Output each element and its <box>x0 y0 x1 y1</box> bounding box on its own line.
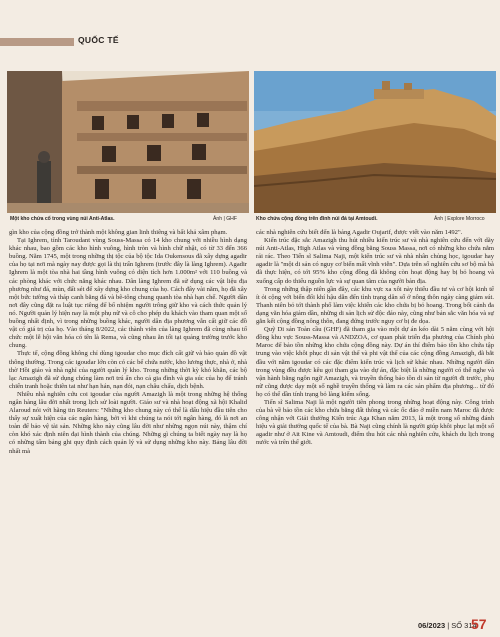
section-bar <box>0 38 74 46</box>
paragraph: Tại Ighrem, tỉnh Taroudant vùng Souss-Massa có 14 kho chung với nhiều hình dạng khác nhau, bao gồm các kho hình vuông, hình tròn và hình chữ nhật, có từ 33 đến 366 buồng. Năm 1745, một trong những thị tộc của bộ tộc Ida Oukensous đã xây dựng agadir của họ tại nơi mà ngày nay được gọi là thị trấn Ighrem (trước đây là làng Ighrem). Agadir Ighrem là một tòa nhà hai tầng hình vuông có diện tích hơn 1.000m² với 110 buồng và các phòng khác với chức năng khác nhau. Dân làng Ighrem đã sử dụng các vật liệu địa phương như đá, mùn, đất sét để xây dựng kho chung của họ. Cách đây vài năm, họ đã xây một bức tường và tháp canh bằng đá và bê-tông chung quanh tòa nhà hạn chế. Người dân nơi đây cũng đặt ra luật tục riêng để bổ nhiệm người trông giữ kho và cách thức quản lý nó. Người quản lý hiện nay là một phụ nữ và cô cho phép du khách vào tham quan một số buồng nhất định, vì trong những buồng khác, người dân địa phương vẫn cất giữ các đồ vật có giá trị của họ. Vào tháng 8/2022, các thành viên của làng Ighrem đã cùng nhau tổ chức một lễ hội văn hóa có tên là Rema, và cũng nhau ăn tối tại quảng trường trước kho chung. <box>9 237 247 350</box>
paragraph: Kiến trúc đặc sắc Amazigh thu hút nhiều kiến trúc sư và nhà nghiên cứu đến với dãy núi Anti-Atlas, High Atlas và vùng đồng bằng Souss Massa, nơi có những kho chứa nằm rải rác. Theo Tiến sĩ Salima Naji, một kiến trúc sư và nhà nhân chủng học, igoudar hay agadir là "một di sản có nguy cơ biến mất vĩnh viễn". Dựa trên số nghiên cứu sơ bộ mà bà đã thực hiện, có tới 95% kho cộng đồng đã không còn hoạt động hay bị bỏ hoang và xuống cấp do thiếu nguồn lực và sự quan tâm của người bản địa. <box>256 237 494 285</box>
issue-date: 06/2023 <box>418 621 446 630</box>
issue-number: SỐ 314 <box>451 621 477 630</box>
paragraph: Quỹ Di sản Toàn cầu (GHF) đã tham gia vào một dự án kéo dài 5 năm cùng với hội đồng khu vực Souss-Massa và ANDZOA, cơ quan phát triển địa phương của Chính phủ Maroc để bảo tồn những kho chứa cộng đồng này. Dự án thí điểm bảo tồn kho chứa tập trung vào việc khôi phục di sản vật thể và phi vật thể của các cộng đồng Amazigh, đã bắt đầu với năm igoudar có các đặc điểm kiến trúc và lịch sử khác nhau. Những người dân trong vùng đều được kêu gọi tham gia vào dự án, đặc biệt là những người có thể nghe và vận hành bằng ngôn ngữ Amazigh, và truyền thống bảo tồn di sản từ người đi trước, phụ nữ cũng được dạy một số nghề truyền thống và làm ra các sản phẩm địa phương... từ đó họ có thể dần tính trạng bỏ làng kiếm sống. <box>256 326 494 398</box>
photo-left-credit: Ảnh | GHF <box>213 216 237 222</box>
photo-granary-anti-atlas <box>7 71 249 213</box>
article-column-left <box>9 229 247 456</box>
paragraph: Trong những thập niên gần đây, các khu vực xa xôi này thiếu đầu tư và cơ hội kinh tế ít ỏi cộng với biến đổi khí hậu dẫn đến tình trạng dân số ở nông thôn ngày càng giảm sút. Thanh niên bỏ tới thành phố làm việc khiến các kho chứa bị bỏ hoang. Trong bối cảnh đa dạng văn hóa giảm dần, những di sản lịch sử độc đáo này, cũng như bản sắc văn hóa và sự gắn kết cộng đồng nông thôn, đang đứng trước nguy cơ bị đe dọa. <box>256 285 494 326</box>
paragraph: Thực tế, cộng đồng không chỉ dùng igoudar cho mục đích cất giữ và bảo quản đồ vật thông thường. Trong các igoudar lớn còn có các bể chứa nước, kho lương thực, nhà ở, nhà thờ Hồi giáo và nhà nghỉ của người quản lý kho. Trong những thời kỳ khó khăn, các bộ lạc Amazigh đã sử dụng chúng làm nơi trú ẩn cho cả gia đình và gia súc của họ để tránh chiến tranh hoặc thiên tai như hạn hán, nạn đói, nạn châu chấu, dịch bệnh. <box>9 350 248 390</box>
paragraph: Nhiều nhà nghiên cứu coi igoudar của người Amazigh là một trong những hệ thống ngân hàng lâu đời nhất trong lịch sử loài người. Giáo sư và nhà hoạt động xã hội Khalid Alaroud nói với hãng tin Reuters: "Những kho chung này có thể là dấu hiệu đầu tiên cho thấy sự xuất hiện của các ngân hàng, bởi vì khi chúng ta nói tới ngân hàng, đó là nơi an toàn để bảo vệ tài sản. Những kho này cũng lâu đời như những ngọn núi này, thậm chí còn khó xác định niên đại hình thành của chúng. Những gì chúng ta biết ngày nay là họ có những tấm bảng ghi quy định cách quản lý và sử dụng những kho này. Bảng lâu đời nhất mà <box>9 390 247 455</box>
photo-right-caption: Kho chứa cộng đồng trên đỉnh núi đá tại Amtoudi. <box>256 216 378 222</box>
page-number: 57 <box>471 616 487 632</box>
photo-right-credit: Ảnh | Explore Morroco <box>434 216 485 222</box>
paragraph: Tiến sĩ Salima Naji là một người tiên phong trong những hoạt động này. Công trình của bà về bảo tồn các kho chứa bằng đất thông và các ốc đảo ở miền nam Maroc đã được công nhận với Giải thưởng Kiến trúc Aga Khan năm 2013, là một trong số những đánh hiệu và giải thưởng quốc tế của bà. Bà Naji cũng chính là người giúp khôi phục lại một số agadir như ở Ait Kine và Amtoudi, điểm thu hút các nhà nghiên cứu, khách du lịch trong nước và trên thế giới. <box>256 398 494 447</box>
footer-divider: | <box>447 621 450 630</box>
article-column-right <box>256 229 494 448</box>
issue-info <box>418 621 477 630</box>
photo-amtoudi-granary <box>254 71 496 213</box>
photo-left-caption: Một kho chứa cổ trong vùng núi Anti-Atlas. <box>10 216 115 222</box>
section-label: QUỐC TẾ <box>78 35 119 45</box>
paragraph: gìn kho của cộng đồng trở thành một không gian linh thiêng và bất khả xâm phạm. <box>9 229 228 236</box>
paragraph: các nhà nghiên cứu biết đến là bảng Agadir Oujarif, được viết vào năm 1492". <box>256 229 463 236</box>
page-header <box>0 0 500 68</box>
